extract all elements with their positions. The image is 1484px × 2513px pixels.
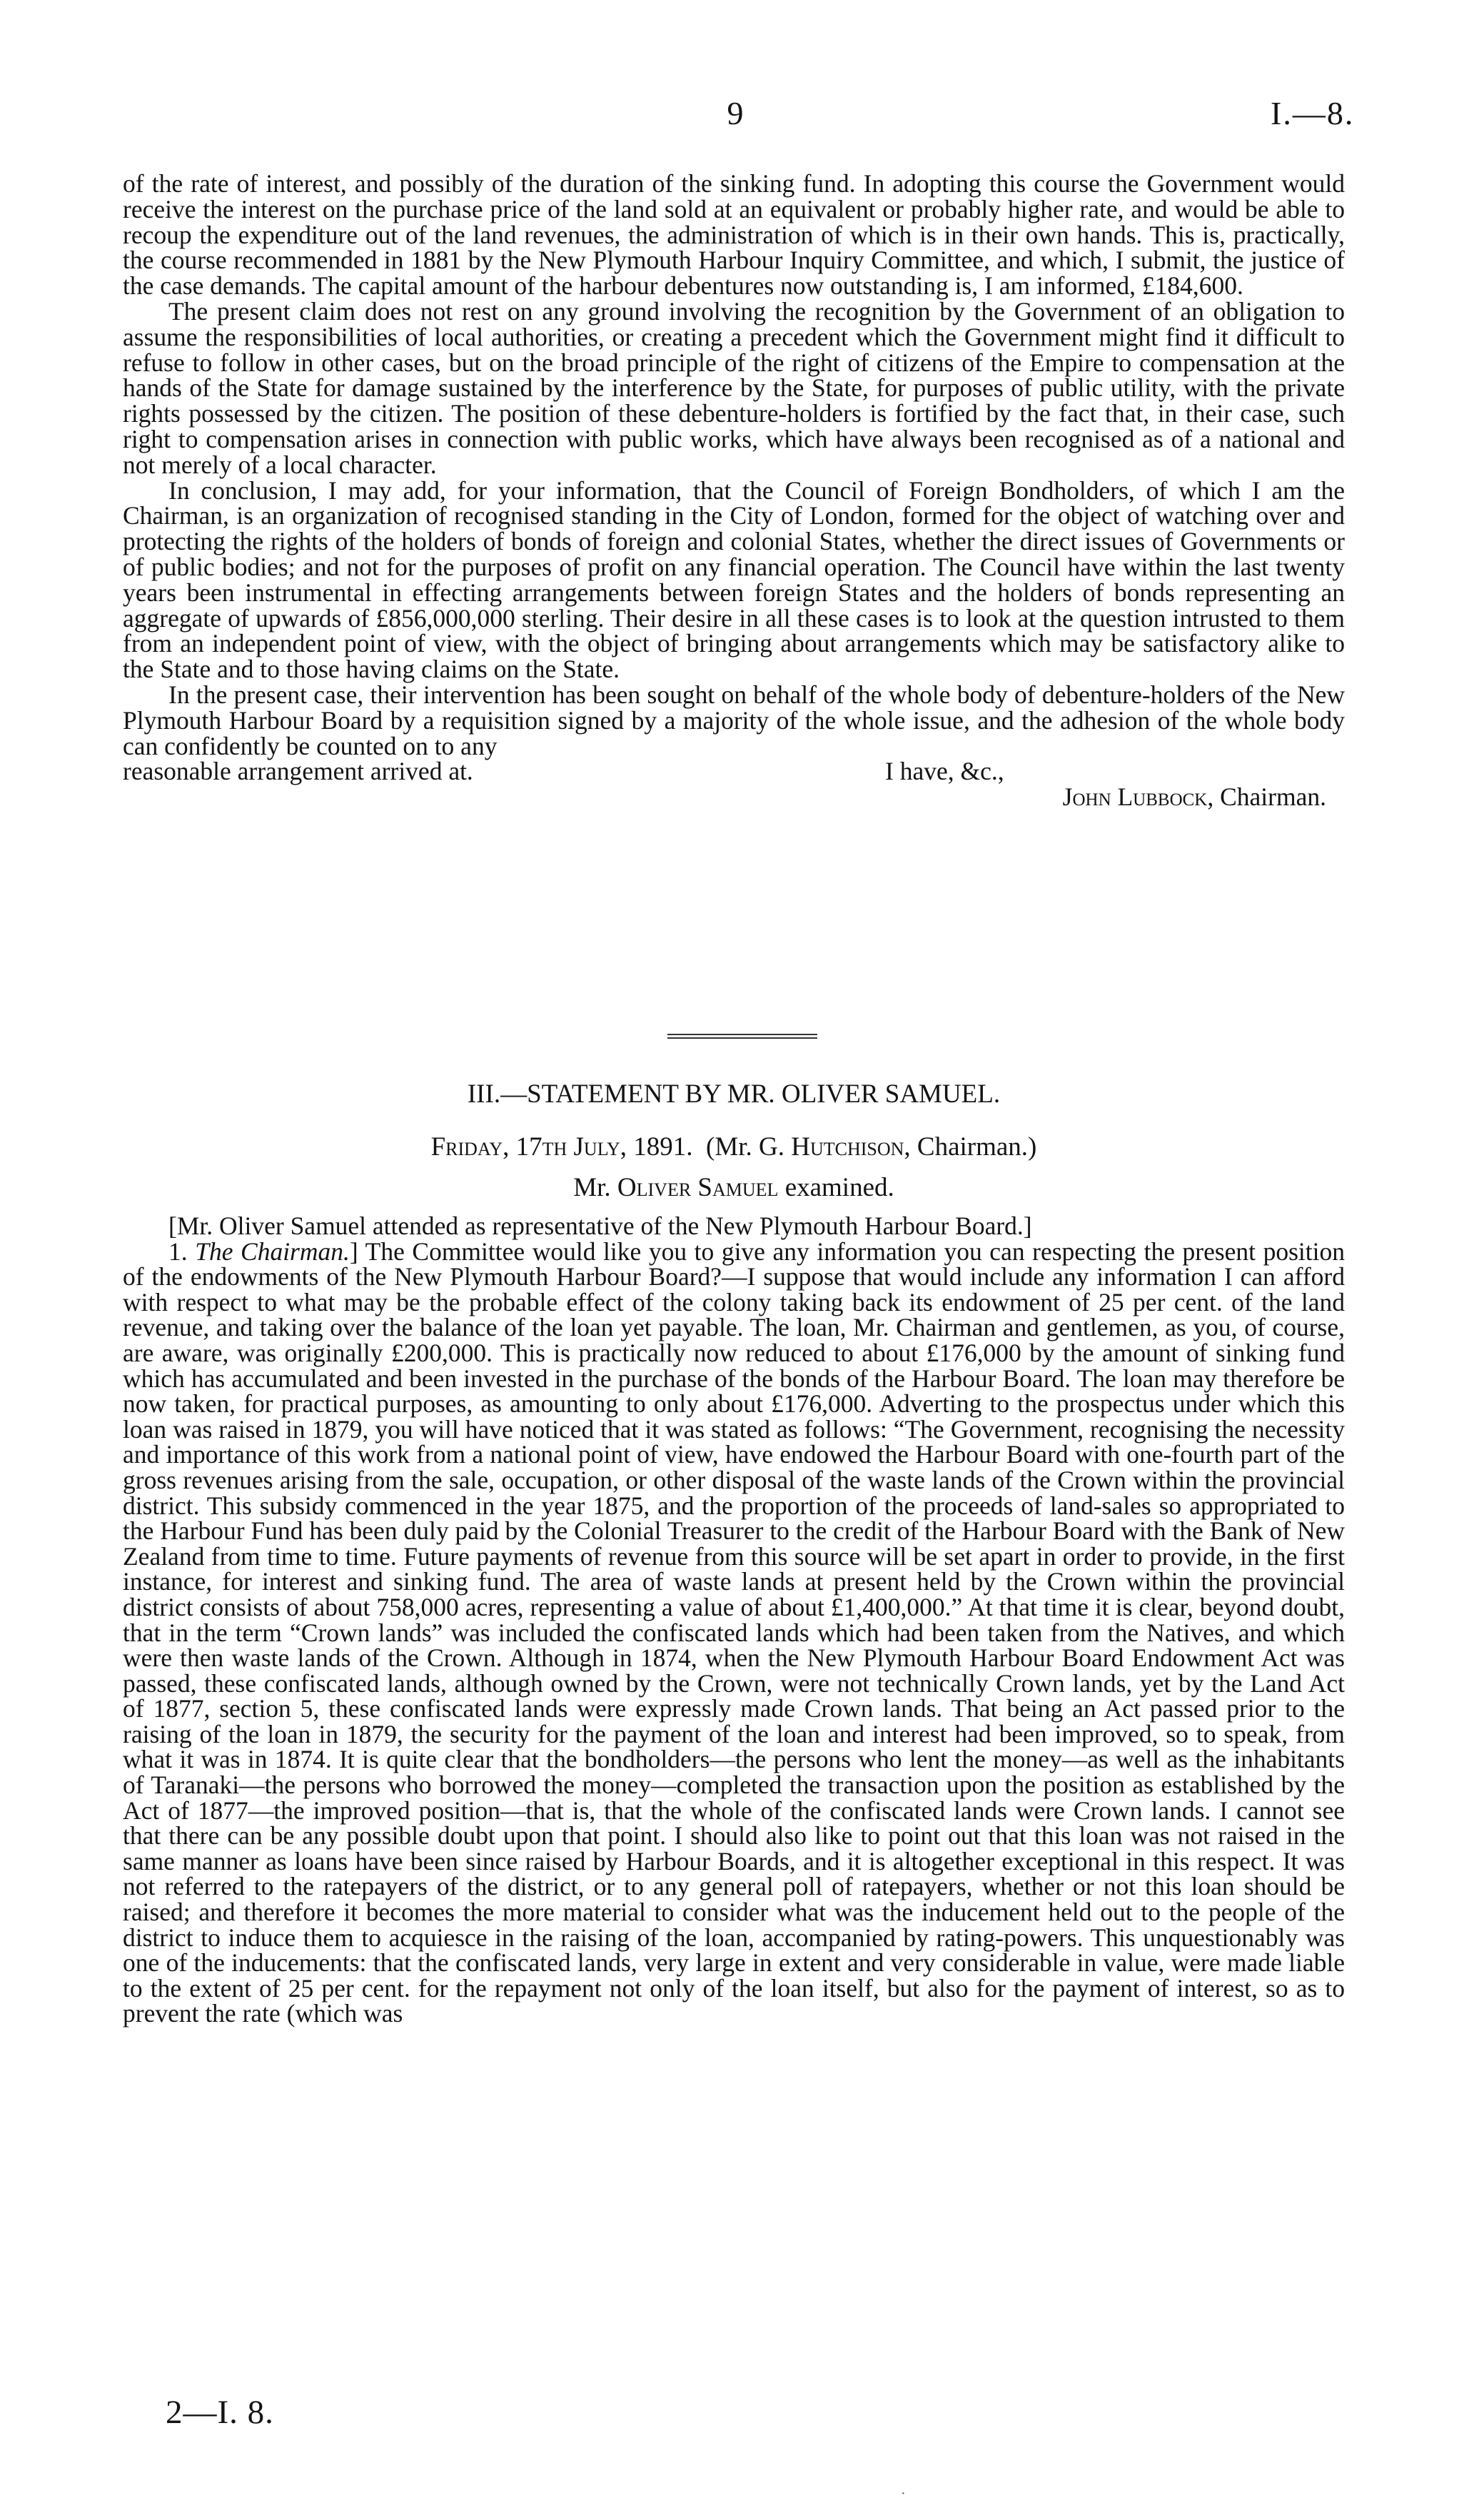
question-number: 1. — [168, 1237, 196, 1266]
signature-name: John Lubbock — [1062, 782, 1208, 812]
attendance-note: [Mr. Oliver Samuel attended as representative of the New Plymouth Harbour Board.] — [168, 1212, 1032, 1240]
chair-name: G. Hutchison — [759, 1132, 904, 1162]
letter-conclusion — [123, 171, 1345, 810]
witness-suffix: examined. — [778, 1173, 894, 1202]
paragraph: of the rate of interest, and possibly of the duration of the sinking fund. In adopting this course the Government would receive the interest on the purchase price of the land sold at an equivalent or probably higher rate, and would be able to recoup the expenditure out of the land revenues, the administration of which is in their own hands. This is, practically, the course recommended in 1881 by the New Plymouth Harbour Inquiry Committee, and which, I submit, the justice of the case demands. The capital amount of the harbour debentures now outstanding is, I am informed, £184,600. — [123, 169, 1345, 301]
section-divider — [667, 1034, 817, 1039]
paragraph: In conclusion, I may add, for your information, that the Council of Foreign Bondholders, of which I am the Chairman, is an organization of recognised standing in the City of London, formed for the object of watching over and protecting the rights of the holders of bonds of foreign and colonial States, whether the direct issues of Governments or of public bodies; and not for the purposes of profit on any financial operation. The Council have within the last twenty years been instrumental in effecting arrangements between foreign States and the holders of bonds representing an aggregate of upwards of £856,000,000 sterling. Their desire in all these cases is to look at the question intrusted to them from an independent point of view, with the object of bringing about arrangements which may be satisfactory alike to the State and to those having claims on the State. — [123, 475, 1345, 684]
meeting-line — [123, 1132, 1345, 1162]
witness-name: Oliver Samuel — [617, 1173, 779, 1202]
document-reference: I.—8. — [1271, 95, 1355, 131]
page-number: 9 — [727, 95, 744, 131]
testimony — [123, 1214, 1345, 2027]
closing-phrase: I have, &c., — [885, 757, 1004, 786]
closing-row — [123, 759, 1345, 785]
paragraph: In the present case, their intervention has been sought on behalf of the whole body of debenture-holders of the New Plymouth Harbour Board by a requisition signed by a majority of the whole issue, and the adhesion of the whole body can confidently be counted on to any — [123, 680, 1345, 760]
witness-prefix: Mr. — [573, 1173, 617, 1202]
chair-open: (Mr. — [706, 1132, 759, 1162]
questioner: The Chairman. — [195, 1237, 350, 1266]
signature — [123, 782, 1345, 812]
signature-mark: 2—I. 8. — [166, 2394, 274, 2431]
stray-mark: · — [901, 2486, 906, 2502]
chair-close: , Chairman.) — [904, 1132, 1037, 1162]
question-answer — [123, 1239, 1345, 2027]
closing-last-line: reasonable arrangement arrived at. — [123, 757, 473, 786]
section-heading: III.—STATEMENT BY MR. OLIVER SAMUEL. — [467, 1079, 1001, 1109]
answer-text: ] The Committee would like you to give any information you can respecting the present position of the endowments of the New Plymouth Harbour Board?—I suppose that would include any information I can afford with respect to what may be the probable effect of the colony taking back its endowment of 25 per cent. of the land revenue, and taking over the balance of the loan yet payable. The loan, Mr. Chairman and gentlemen, as you, of course, are aware, was originally £200,000. This is practically now reduced to about £176,000 by the amount of sinking fund which has accumulated and been invested in the purchase of the bonds of the Harbour Board. The loan may therefore be now taken, for practical purposes, as amounting to only about £176,000. Adverting to the prospectus under which this loan was raised in 1879, you will have noticed that it was stated as follows: “The Government, recognising the necessity and importance of this work from a national point of view, have endowed the Harbour Board with one-fourth part of the gross revenues arising from the sale, occupation, or other disposal of the waste lands of the Crown within the provincial district. This subsidy commenced in the year 1875, and the proportion of the proceeds of land-sales so appropriated to the Harbour Fund has been duly paid by the Colonial Treasurer to the credit of the Harbour Board with the Bank of New Zealand from time to time. Future payments of revenue from this source will be set apart in order to provide, in the first instance, for interest and sinking fund. The area of waste lands at present held by the Crown within the provincial district consists of about 758,000 acres, representing a value of about £1,400,000.” At that time it is clear, beyond doubt, that in the term “Crown lands” was included the confiscated lands which had been taken from the Natives, and which were then waste lands of the Crown. Although in 1874, when the New Plymouth Harbour Board Endowment Act was passed, these confiscated lands, although owned by the Crown, were not technically Crown lands, yet by the Land Act of 1877, section 5, these confiscated lands were expressly made Crown lands. That being an Act passed prior to the raising of the loan in 1879, the security for the payment of the loan and interest had been improved, so to speak, from what it was in 1874. It is quite clear that the bondholders—the persons who lent the money—as well as the inhabitants of Taranaki—the persons who borrowed the money—completed the transaction upon the position as established by the Act of 1877—the improved position—that is, that the whole of the confiscated lands were Crown lands. I cannot see that there can be any possible doubt upon that point. I should also like to point out that this loan was not raised in the same manner as loans have been since raised by Harbour Boards, and it is altogether exceptional in this respect. It was not referred to the ratepayers of the district, or to any general poll of ratepayers, whether or not this loan should be raised; and therefore it becomes the more material to consider what was the inducement held out to the people of the district to induce them to acquiesce in the raising of the loan, accompanied by rating-powers. This unquestionably was one of the inducements: that the confiscated lands, very large in extent and very considerable in value, were made liable to the extent of 25 per cent. for the repayment not only of the loan itself, but also for the payment of interest, so as to prevent the rate (which was — [123, 1237, 1346, 2028]
signature-title: , Chairman. — [1207, 782, 1326, 812]
witness-line — [123, 1172, 1345, 1203]
meeting-date: Friday, 17th July, 1891. — [430, 1132, 693, 1162]
paragraph: The present claim does not rest on any ground involving the recognition by the Government of an obligation to assume the responsibilities of local authorities, or creating a precedent which the Government might find it difficult to refuse to follow in other cases, but on the broad principle of the right of citizens of the Empire to compensation at the hands of the State for damage sustained by the interference by the State, for purposes of public utility, with the private rights possessed by the citizen. The position of these debenture-holders is fortified by the fact that, in their case, such right to compensation arises in connection with public works, which have always been recognised as of a national and not merely of a local character. — [123, 296, 1345, 479]
